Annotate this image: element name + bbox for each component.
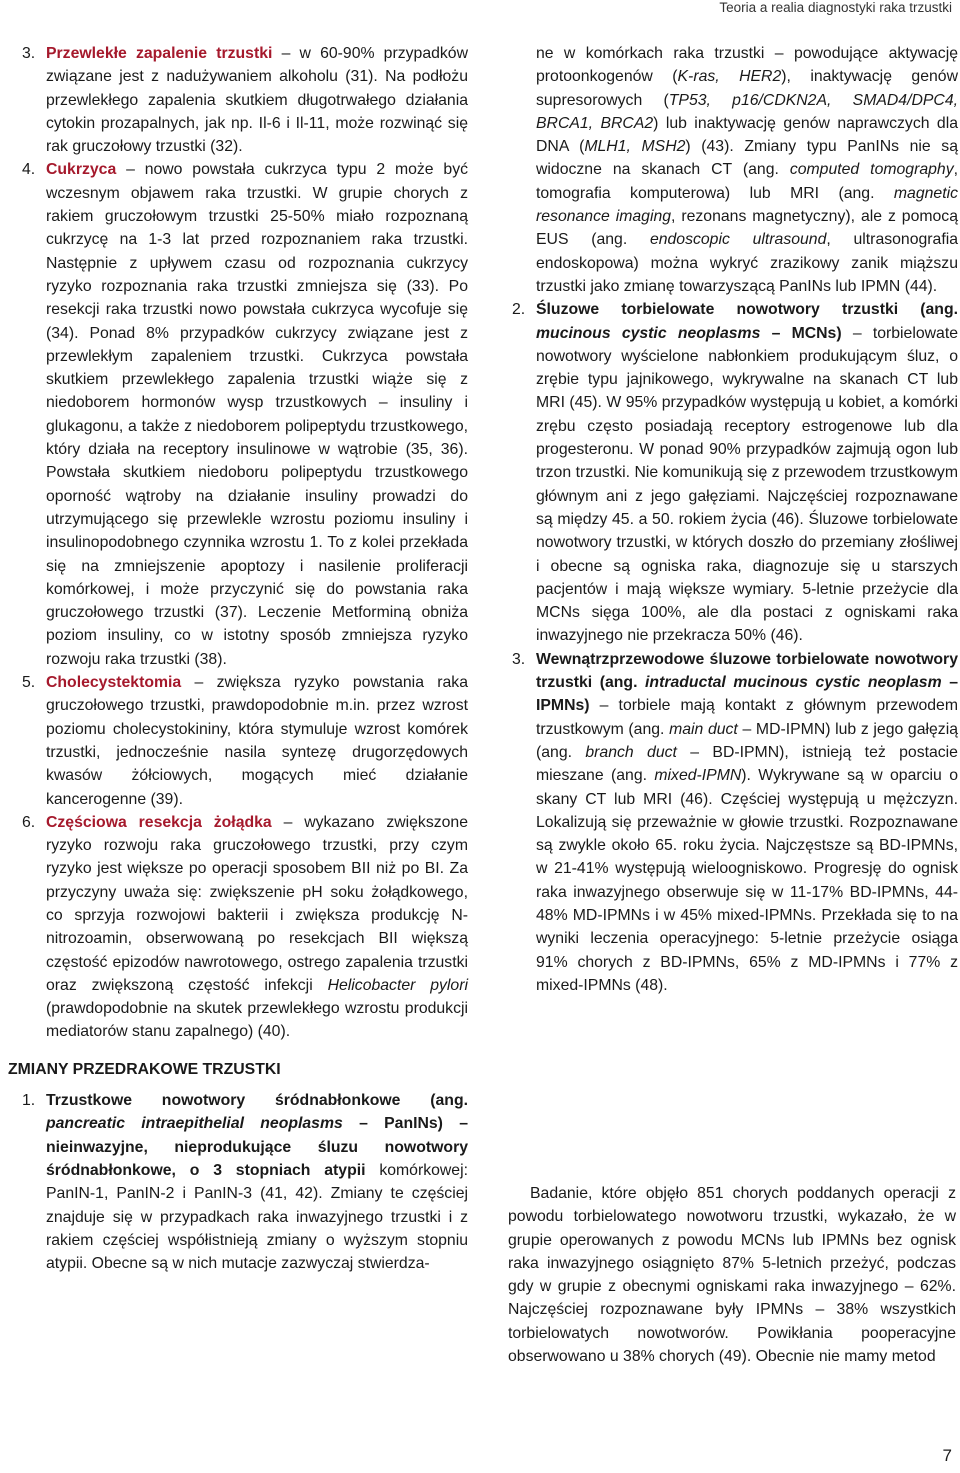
list-item-text: – torbiele mają kontakt z głównym przewodem trzustkowym (ang. [536, 697, 958, 738]
list-number: 2. [512, 301, 526, 319]
list-item-diabetes [8, 158, 468, 671]
left-column [8, 42, 468, 1275]
list-item-text: wykazano zwiększone ryzyko rozwoju raka gruczołowego trzustki, przy czym ryzyko jest większe po operacji sposobem BII niż po BI. Za przyczyny uważa się: zwiększenie pH soku żołądkowego, co sprzyja rozwojowi bakterii i zwiększa produkcję N-nitrozoamin, obserwowaną po resekcjach BII większą częstość epizodów nawrotowego, ostrego zapalenia trzustki oraz zwiększoną częstość infekcji [46, 813, 468, 994]
list-item-title: Przewlekłe zapalenie trzustki [46, 45, 273, 62]
list-item-gastric-resection [8, 811, 468, 1044]
list-item-text: – torbielowate nowotwory wyścielone nabłonkiem produkującym śluz, o zrębie typu jajnikowego, wykrywalne na skanach CT lub MRI (45). W 95% przypadków występują u kobiet, a komórki zrębu często posiadają receptory estrogenowe lub dla progesteronu. W ponad 90% przypadków zajmują ogon lub trzon trzustki. Nie komunikują się z przewodem trzustkowym głównym ani z jego gałęziami. Najczęściej rozpoznawane są między 45. a 50. rokiem życia (46). Śluzowe torbielowate nowotwory trzustki, w których doszło do przemiany złośliwej i obecne są ogniska raka, diagnozuje się u starszych pacjentów i mają większe wymiary. 5-letnie przeżycie dla MCNs sięga 100%, ale dla postaci z ogniskami raka inwazyjnego nie przekracza 50% (46). [536, 324, 959, 645]
page-number: 7 [942, 1446, 952, 1465]
text-run: , ultrasonografia endoskopowa) można wykryć zrazikowy zanik miąższu trzustki jako zmianę towarzyszącą PanINs lub IPMN (44). [536, 231, 958, 295]
list-number: 4. [22, 161, 36, 179]
text-run: ) (43). Zmiany typu PanINs nie są widoczne na skanach CT (ang. [536, 138, 958, 179]
list-item-title: – IPMNs) [536, 674, 958, 715]
list-item-title-term: mucinous cystic neoplasms [536, 324, 761, 342]
list-item-chronic-pancreatitis [8, 42, 468, 158]
list-item-text: (prawdopodobnie na skutek przewlekłego wzrostu produkcji mediatorów stanu zapalnego) (40). [46, 1000, 468, 1041]
list-item-title: Cukrzyca [46, 161, 117, 179]
list-item-title: Wewnątrzprzewodowe śluzowe torbielowate nowotwory trzustki (ang. [536, 650, 958, 692]
right-column [508, 42, 958, 997]
english-term: magnetic resonance imaging [536, 184, 958, 226]
list-item-title: Śluzowe torbielowate nowotwory trzustki (ang. [536, 301, 958, 319]
english-term: branch duct [585, 743, 677, 761]
list-item-text: – MD-IPMN) lub z jego gałęzią (ang. [536, 720, 958, 761]
english-term: computed tomography [789, 161, 954, 179]
list-item-text: nowo powstała cukrzyca typu 2 może być wczesnym objawem raka trzustki. W grupie chorych z rakiem gruczołowym trzustki 25-50% miało rozpoznaną cukrzycę na 1-3 lat przed rozpoznaniem raka trzustki. Następnie z upływem czasu od rozpoznania cukrzycy ryzyko rozpoznania raka trzustki zmniejsza się (33). Po resekcji raka trzustki nowo powstała cukrzyca wycofuje się (34). Ponad 8% przypadków cukrzycy związane jest z przewlekłym zapaleniem trzustki. Cukrzyca powstała skutkiem przewlekłego zapalenia trzustki wiąże się z niedoborem hormonów wysp trzustkowych – insuliny i glukagonu, a także z niedoborem polipeptydu trzustkowego, który działa na receptory insulinowe w wątrobie (35, 36). Powstała skutkiem niedoboru polipeptydu trzustkowego oporność wątroby na działanie insuliny prowadzi do utrzymującego się przewlekle wzrostu poziomu insuliny i insulinopodobnego czynnika wzrostu 1. To z kolei przekłada się na zmniejszenie apoptozy i nasilenie proliferacji komórkowej, i może przyczynić się do powstania raka gruczołowego trzustki (37). Leczenie Metforminą obniża poziom insuliny, co w istotny sposób zmniejsza ryzyko rozwoju raka trzustki (38). [46, 161, 468, 668]
list-item-text: ). Wykrywane są w oparciu o skany CT lub MRI (46). Częściej występują u mężczyzn. Lokalizują się przeważnie w głowie trzustki. Rozpoznawane są zwykle około 65. roku życia. Najczęstsze są BD-IPMNs, w 21-41% występują wieloogniskowo. Progresję do ognisk raka inwazyjnego obserwuje się w 11-17% BD-IPMNs, 44-48% MD-IPMNs i w 45% mixed-IPMNs. Przekłada się to na wyniki leczenia operacyjnego: 5-letnie przeżycie osiąga 91% chorych z BD-IPMNs, 65% z MD-IPMNs i 77% z mixed-IPMNs (48). [536, 767, 958, 994]
list-item-title: Częściowa resekcja żołądka [46, 813, 272, 831]
text-run: ), inaktywację genów supresorowych ( [536, 68, 958, 109]
list-item-title: Cholecystektomia [46, 674, 182, 692]
list-item-mcn [508, 298, 958, 647]
gene-names: K-ras, HER2 [677, 68, 782, 86]
list-item-title: – MCNs) [760, 324, 842, 342]
list-item-cholecystectomy [8, 671, 468, 811]
dash: – [271, 813, 305, 831]
list-item-title-term: intraductal mucinous cystic neoplasm [645, 674, 942, 692]
text-run: ne w komórkach raka trzustki – powodujące aktywację protoonkogenów ( [536, 45, 958, 86]
list-number: 5. [22, 674, 36, 692]
text-run: ) lub inaktywację genów naprawczych dla DNA ( [536, 114, 958, 156]
dash: – [181, 674, 217, 692]
list-item-text: zwiększa ryzyko powstania raka gruczołowego trzustki, prawdopodobnie m.in. przez wzrost poziomu cholecystokininy, która stymuluje wzrost komórek trzustki, jednocześnie nasila syntezę drugorzędowych kwasów żółciowych, mogących mieć działanie kancerogenne (39). [46, 674, 468, 808]
gene-names: TP53, p16/CDKN2A, SMAD4/DPC4, BRCA1, BRCA2 [536, 91, 958, 132]
section-heading: ZMIANY PRZEDRAKOWE TRZUSTKI [8, 1060, 281, 1078]
list-number: 3. [512, 650, 526, 668]
list-item-ipmn [508, 648, 958, 997]
list-number: 1. [22, 1092, 36, 1110]
list-number: 6. [22, 813, 36, 831]
list-item-panin [8, 1089, 468, 1275]
list-item-text: komórkowej: PanIN-1, PanIN-2 i PanIN-3 (41, 42). Zmiany te częściej znajduje się w przypadkach raka inwazyjnego trzustki i z rakiem częściej współistnieją zmiany o wyższym stopniu atypii. Obecne są w nich mutacje zazwyczaj stwierdza- [46, 1161, 468, 1273]
english-term: main duct [669, 720, 738, 738]
list-item-text: – BD-IPMN), istnieją też postacie mieszane (ang. [536, 743, 958, 785]
study-summary-paragraph: Badanie, które objęło 851 chorych poddanych operacji z powodu torbielowatego nowotworu trzustki, wykazało, że w grupie operowanych z powodu MCNs lub IPMNs bez ognisk raka inwazyjnego osiągnięto 87% 5-letnich przeżyć, podczas gdy w grupie z obecnymi ogniskami raka inwazyjnego – 62%. Najczęściej rozpoznawane były IPMNs – 38% wszystkich torbielowatych nowotworów. Powikłania pooperacyjne obserwowano u 38% chorych (49). Obecnie nie mamy metod [488, 1176, 960, 1374]
list-item-text: w 60-90% przypadków związane jest z nadużywaniem alkoholu (31). Na podłożu przewlekłego zapalenia skutkiem długotrwałego działania cytokin prozapalnych, jak np. Il-6 i Il-11, może rozwinąć się rak gruczołowy trzustki (32). [46, 45, 468, 156]
dash: – [272, 45, 300, 62]
text-run: , rezonans magnetyczny), ale z pomocą EUS (ang. [536, 208, 958, 249]
running-head: Teoria a realia diagnostyki raka trzustki [719, 0, 952, 15]
dash: – [116, 161, 145, 179]
list-number: 3. [22, 45, 36, 62]
species-name: Helicobacter pylori [327, 976, 468, 994]
list-item-title-term: pancreatic intraepithelial neoplasms [46, 1115, 343, 1133]
english-term: endoscopic ultrasound [649, 231, 827, 249]
english-term: mixed-IPMN [654, 767, 742, 785]
list-item-title: Trzustkowe nowotwory śródnabłonkowe (ang. [46, 1092, 468, 1110]
text-run: , tomografia komputerowa) lub MRI (ang. [536, 161, 958, 202]
continuation-paragraph [508, 42, 958, 298]
gene-names: MLH1, MSH2 [584, 138, 686, 156]
list-item-title: – PanINs) – nieinwazyjne, nieprodukujące śluzu nowotwory śródnabłonkowe, o 3 stopniach atypii [46, 1115, 468, 1179]
